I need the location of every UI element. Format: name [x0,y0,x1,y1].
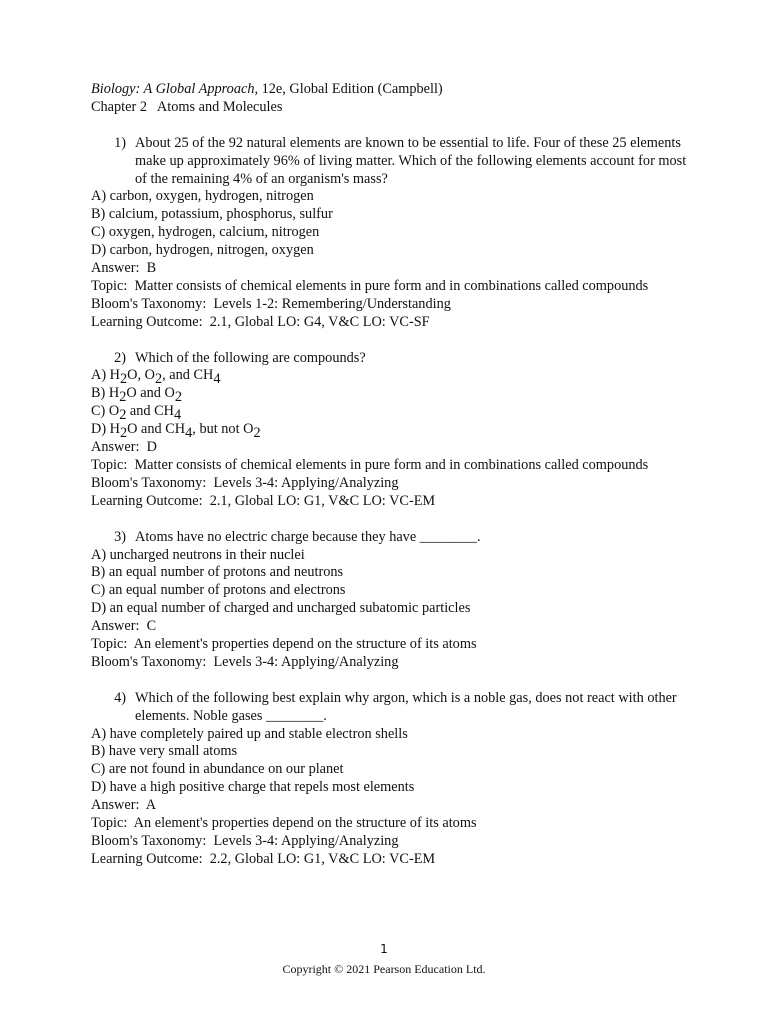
option-d: D) have a high positive charge that repels most elements [91,779,415,796]
option-text: O and O [126,385,175,402]
option-c: C) are not found in abundance on our planet [91,761,344,778]
topic: Topic: An element's properties depend on the structure of its atoms [91,636,477,653]
question-text: Which of the following best explain why argon, which is a noble gas, does not react with other elements. Noble gases ________. [135,689,677,724]
option-text: O and CH [127,421,186,438]
question-number: 4) [114,689,126,706]
option-b: B) an equal number of protons and neutrons [91,564,344,581]
question-text: Atoms have no electric charge because they have ________. [135,528,481,545]
learning-outcome: Learning Outcome: 2.1, Global LO: G4, V&C LO: VC-SF [91,313,430,330]
learning-outcome: Learning Outcome: 2.2, Global LO: G1, V&C LO: VC-EM [91,850,436,867]
option-c: C) oxygen, hydrogen, calcium, nitrogen [91,224,320,241]
option-text: A) H [91,367,120,384]
chapter-title: Chapter 2 Atoms and Molecules [91,98,283,115]
option-text: B) H [91,385,120,402]
option-b: B) calcium, potassium, phosphorus, sulfur [91,206,333,223]
option-a: A) carbon, oxygen, hydrogen, nitrogen [91,188,314,205]
option-d: D) an equal number of charged and uncharged subatomic particles [91,600,471,617]
option-d [91,421,691,442]
question-4 [91,690,691,726]
book-edition: , 12e, Global Edition (Campbell) [254,81,443,97]
question-text: About 25 of the 92 natural elements are known to be essential to life. Four of these 25 elements make up approximately 96% of living matter. Which of the following elements account for most of the remaining 4% of an organism's mass? [135,134,687,187]
subscript: 4 [174,407,182,424]
option-text: O, O [127,367,155,384]
question-number: 3) [114,528,126,545]
subscript: 2 [119,407,127,424]
answer: Answer: D [91,439,157,456]
option-text: C) O [91,403,120,420]
question-text: Which of the following are compounds? [135,349,366,366]
topic: Topic: Matter consists of chemical elements in pure form and in combinations called compounds [91,277,649,294]
question-number: 1) [114,134,126,151]
blooms-taxonomy: Bloom's Taxonomy: Levels 3-4: Applying/Analyzing [91,833,399,849]
topic: Topic: An element's properties depend on the structure of its atoms [91,815,477,832]
blooms-taxonomy: Bloom's Taxonomy: Levels 3-4: Applying/Analyzing [91,474,399,491]
subscript: 2 [154,371,163,388]
question-3 [91,529,691,547]
subscript: 2 [253,425,261,442]
question-2 [91,350,691,368]
option-text: and CH [126,403,175,420]
subscript: 4 [185,425,193,442]
option-c: C) an equal number of protons and electrons [91,582,346,599]
learning-outcome: Learning Outcome: 2.1, Global LO: G1, V&C LO: VC-EM [91,492,436,509]
subscript: 2 [120,425,128,442]
subscript: 2 [174,389,182,406]
book-title: Biology: A Global Approach [91,81,255,97]
subscript: 2 [120,371,128,388]
answer: Answer: B [91,260,157,277]
answer: Answer: A [91,797,157,814]
blooms-taxonomy: Bloom's Taxonomy: Levels 1-2: Remembering/Understanding [91,295,451,312]
page-number: 1 [380,942,388,956]
topic: Topic: Matter consists of chemical elements in pure form and in combinations called compounds [91,457,649,473]
answer: Answer: C [91,618,157,635]
option-a: A) uncharged neutrons in their nuclei [91,546,305,563]
option-b [91,385,691,406]
option-b: B) have very small atoms [91,743,238,760]
option-a [91,367,691,388]
blooms-taxonomy: Bloom's Taxonomy: Levels 3-4: Applying/Analyzing [91,653,399,670]
document-content [91,81,691,869]
option-d: D) carbon, hydrogen, nitrogen, oxygen [91,242,314,259]
option-text: D) H [91,421,120,438]
question-number: 2) [114,349,126,366]
question-1 [91,135,691,189]
subscript: 4 [213,371,221,388]
book-title-line [91,81,691,99]
option-text: , but not O [192,421,254,438]
copyright-notice: Copyright © 2021 Pearson Education Ltd. [282,962,486,976]
option-c [91,403,691,424]
option-text: , and CH [162,367,214,384]
subscript: 2 [119,389,127,406]
option-a: A) have completely paired up and stable electron shells [91,725,408,742]
